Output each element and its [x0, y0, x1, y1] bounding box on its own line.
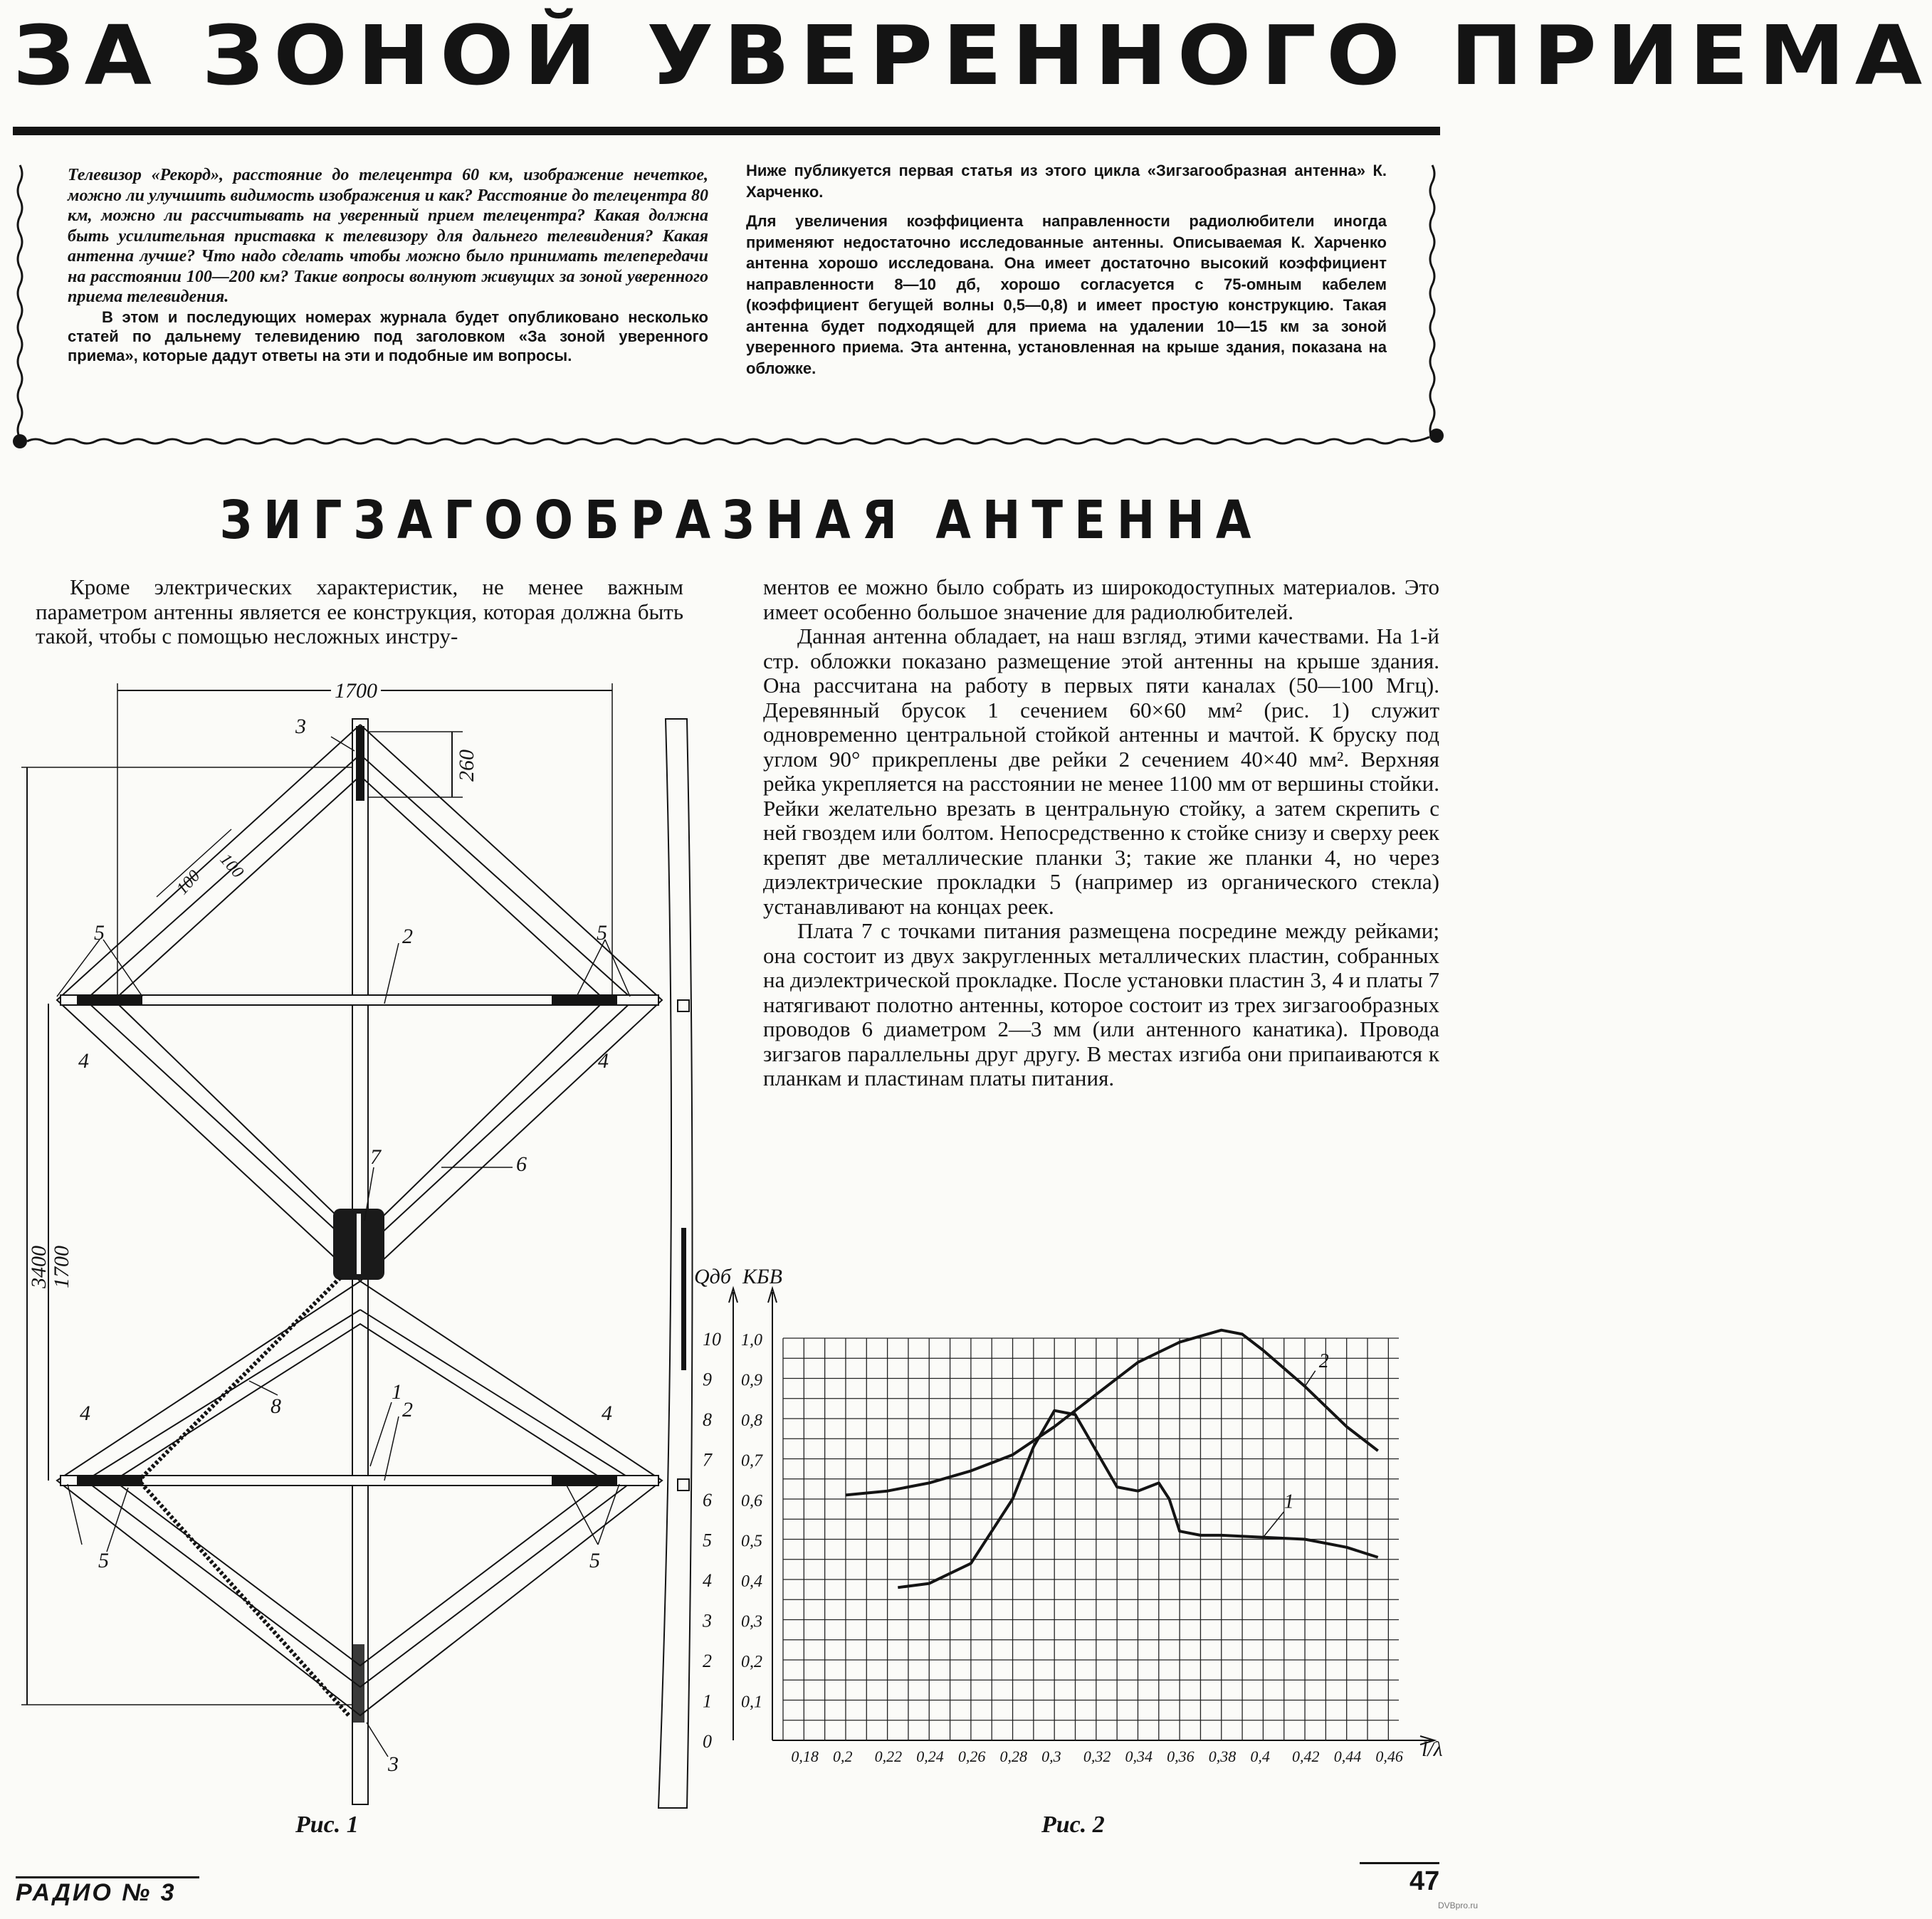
intro-bottom-border [13, 427, 1444, 456]
callout-5: 5 [589, 1549, 600, 1572]
x-tick-label: 0,32 [1083, 1747, 1111, 1765]
callout-2: 2 [402, 1398, 413, 1421]
y-tick-label: 3 [703, 1610, 712, 1631]
x-tick-label: 0,26 [957, 1747, 986, 1765]
top-plank [356, 726, 364, 801]
y-tick-label: 0,5 [741, 1532, 762, 1551]
callout-4: 4 [78, 1049, 89, 1073]
y-tick-label: 0,3 [741, 1612, 762, 1631]
side-profile [658, 719, 693, 1808]
x-tick-label: 0,2 [832, 1747, 853, 1765]
y-tick-label: 10 [703, 1329, 721, 1350]
gap-dimension-label: 100 [173, 866, 204, 899]
inner-height-label: 1700 [50, 1246, 73, 1288]
page-number: 47 [1409, 1866, 1440, 1896]
callout-8: 8 [271, 1394, 281, 1418]
article-title: ЗИГЗАГООБРАЗНАЯ АНТЕННА [219, 490, 1263, 552]
callout-7: 7 [370, 1145, 381, 1169]
x-tick-label: 0,4 [1250, 1747, 1270, 1765]
figure-2-caption: Рис. 2 [1041, 1812, 1105, 1838]
y-tick-label: 7 [703, 1449, 712, 1471]
y-tick-label: 9 [703, 1369, 712, 1390]
callout-5: 5 [98, 1549, 109, 1572]
y-tick-label: 8 [703, 1409, 712, 1430]
intro-right-border [1425, 165, 1439, 444]
x-tick-label: 0,28 [999, 1747, 1028, 1765]
magazine-issue: РАДИО № 3 [16, 1879, 177, 1906]
article-paragraph: Данная антенна обладает, на наш взгляд, этими качествами. На 1-й стр. обложки показано размещение этой антенны на крыше здания. Она рассчитана на работу в первых пяти каналах (50—100 Мгц). Деревянный брусок 1 сечением 60×60 мм² (рис. 1) служит одновременно центральной стойкой антенны и мачтой. К бруску под углом 90° прикреплены две рейки 2 сечением 40×40 мм². Верхняя рейка укрепляется на расстоянии не менее 1100 мм от вершины стойки. Рейки желательно врезать в центральную стойку, а затем скрепить с ней гвоздем или болтом. Непосредственно к стойке снизу и сверху реек крепят две металлические планки 3; такие же планки 4, но через диэлектрические прокладки 5 (например из органического стекла) устанавливают на концах реек. [763, 624, 1439, 919]
article-left-column [36, 575, 683, 649]
x-tick-label: 0,34 [1125, 1747, 1153, 1765]
intro-questions: Телевизор «Рекорд», расстояние до телецентра 60 км, изображение нечеткое, можно ли улучшить видимость изображения и как? Расстояние до телецентра 80 км, можно ли рассчитывать на уверенный прием телецентра? Какая должна быть усилительная приставка к телевизору для дальнего телевидения? Какая антенна лучше? Что надо сделать чтобы можно было принимать телепередачи на расстоянии 100—200 км? Такие вопросы волнуют живущих за зоной уверенного приема телевидения. [68, 166, 708, 306]
callout-3: 3 [388, 1752, 399, 1776]
callout-6: 6 [516, 1152, 527, 1176]
end-plank [552, 996, 617, 1004]
callout-4: 4 [598, 1049, 609, 1073]
masthead-rule [13, 127, 1440, 135]
article-paragraph: Кроме электрических характеристик, не менее важным параметром антенны является ее конструкция, которая должна быть такой, чтобы с помощью несложных инстру- [36, 574, 683, 648]
intro-editor-note: Для увеличения коэффициента направленности радиолюбители иногда применяют недостаточно исследованные антенны. Описываемая К. Харченко антенна хорошо исследована. Она имеет достаточно высокий коэффициент направленности 8—10 дб, хорошо согласуется с 75-омным кабелем (коэффициент бегущей волны 0,5—0,8) и имеет простую конструкцию. Такая антенна будет подходящей для приема на удалении 10—15 км за зоной уверенного приема. Эта антенна, установленная на крыше здания, показана на обложке. [746, 212, 1387, 377]
y-axis-label: КБВ [742, 1265, 782, 1288]
series-line-2 [846, 1330, 1378, 1495]
callout-2: 2 [402, 925, 413, 948]
x-tick-label: 0,22 [874, 1747, 903, 1765]
watermark: DVBpro.ru [1438, 1900, 1479, 1910]
kbv-chart [694, 1263, 1442, 1804]
plank-dimension-label: 260 [455, 750, 478, 782]
figure-1-caption: Рис. 1 [295, 1812, 359, 1838]
callout-5: 5 [94, 921, 105, 945]
y-tick-label: 5 [703, 1530, 712, 1551]
x-tick-label: 0,3 [1041, 1747, 1061, 1765]
x-tick-label: 0,18 [791, 1747, 819, 1765]
intro-left-column [68, 165, 708, 365]
width-dimension-label: 1700 [335, 679, 377, 703]
footer-rule [1360, 1862, 1439, 1864]
callout-1: 1 [392, 1380, 402, 1404]
callout-3: 3 [295, 715, 306, 738]
height-dimension-label: 3400 [27, 1246, 51, 1288]
callout-4: 4 [80, 1402, 90, 1425]
end-plank [77, 1476, 142, 1485]
end-plank [77, 996, 142, 1004]
x-tick-label: 0,44 [1333, 1747, 1362, 1765]
y-tick-label: 0,2 [741, 1653, 762, 1671]
y-tick-label: 0,4 [741, 1572, 762, 1591]
series-leader [1263, 1512, 1283, 1537]
x-tick-label: 0,46 [1375, 1747, 1403, 1765]
callout-4: 4 [602, 1402, 612, 1425]
intro-right-column [746, 160, 1387, 387]
y-tick-label: 1 [703, 1691, 712, 1712]
article-paragraph: ментов ее можно было собрать из широкодоступных материалов. Это имеет особенно большое значение для радиолюбителей. [763, 574, 1439, 624]
y-tick-label: 0 [703, 1731, 712, 1752]
intro-left-border [13, 165, 27, 444]
y-tick-label: 2 [703, 1651, 712, 1671]
y-tick-label: 0,1 [741, 1693, 762, 1712]
feed-cable [139, 1278, 349, 1715]
x-tick-label: 0,36 [1167, 1747, 1195, 1765]
series-label: 2 [1318, 1350, 1329, 1372]
chart-labels [694, 1265, 1443, 1765]
masthead-title: ЗА ЗОНОЙ УВЕРЕННОГО ПРИЕМА [13, 8, 1932, 104]
y-tick-label: 1,0 [741, 1331, 762, 1350]
footer-rule [16, 1876, 199, 1878]
x-tick-label: 0,38 [1208, 1747, 1237, 1765]
x-axis-label: l/λ [1422, 1737, 1443, 1761]
article-paragraph: Плата 7 с точками питания размещена посредине между рейками; она состоит из двух закругленных металлических пластин, собранных на диэлектрической прокладке. После установки пластин 3, 4 и платы 7 натягивают полотно антенны, которое состоит из трех зигзагообразных проводов 6 диаметром 2—3 мм (или антенного канатика). Провода зигзагов параллельны друг другу. В местах изгиба они припаиваются к планкам и пластинам платы питания. [763, 918, 1439, 1090]
y-axis-label: Qдб [694, 1265, 731, 1288]
article-right-column [763, 575, 1439, 1091]
antenna-drawing [14, 669, 712, 1826]
y-tick-label: 6 [703, 1490, 712, 1510]
y-tick-label: 4 [703, 1570, 712, 1591]
x-tick-label: 0,42 [1292, 1747, 1320, 1765]
y-tick-label: 0,8 [741, 1411, 762, 1430]
y-tick-label: 0,7 [741, 1451, 762, 1471]
end-plank [552, 1476, 617, 1485]
series-label: 1 [1283, 1490, 1294, 1513]
y-tick-label: 0,9 [741, 1371, 762, 1390]
intro-announcement: В этом и последующих номерах журнала будет опубликовано несколько статей по дальнему телевидению под заголовком «За зоной уверенного приема», которые дадут ответы на эти и подобные им вопросы. [68, 307, 708, 364]
x-tick-label: 0,24 [916, 1747, 944, 1765]
intro-series-note: Ниже публикуется первая статья из этого цикла «Зигзагообразная антенна» К. Харченко. [746, 162, 1387, 201]
y-tick-label: 0,6 [741, 1492, 762, 1510]
gap-dimension-label: 100 [216, 850, 247, 882]
callout-5: 5 [597, 921, 607, 945]
